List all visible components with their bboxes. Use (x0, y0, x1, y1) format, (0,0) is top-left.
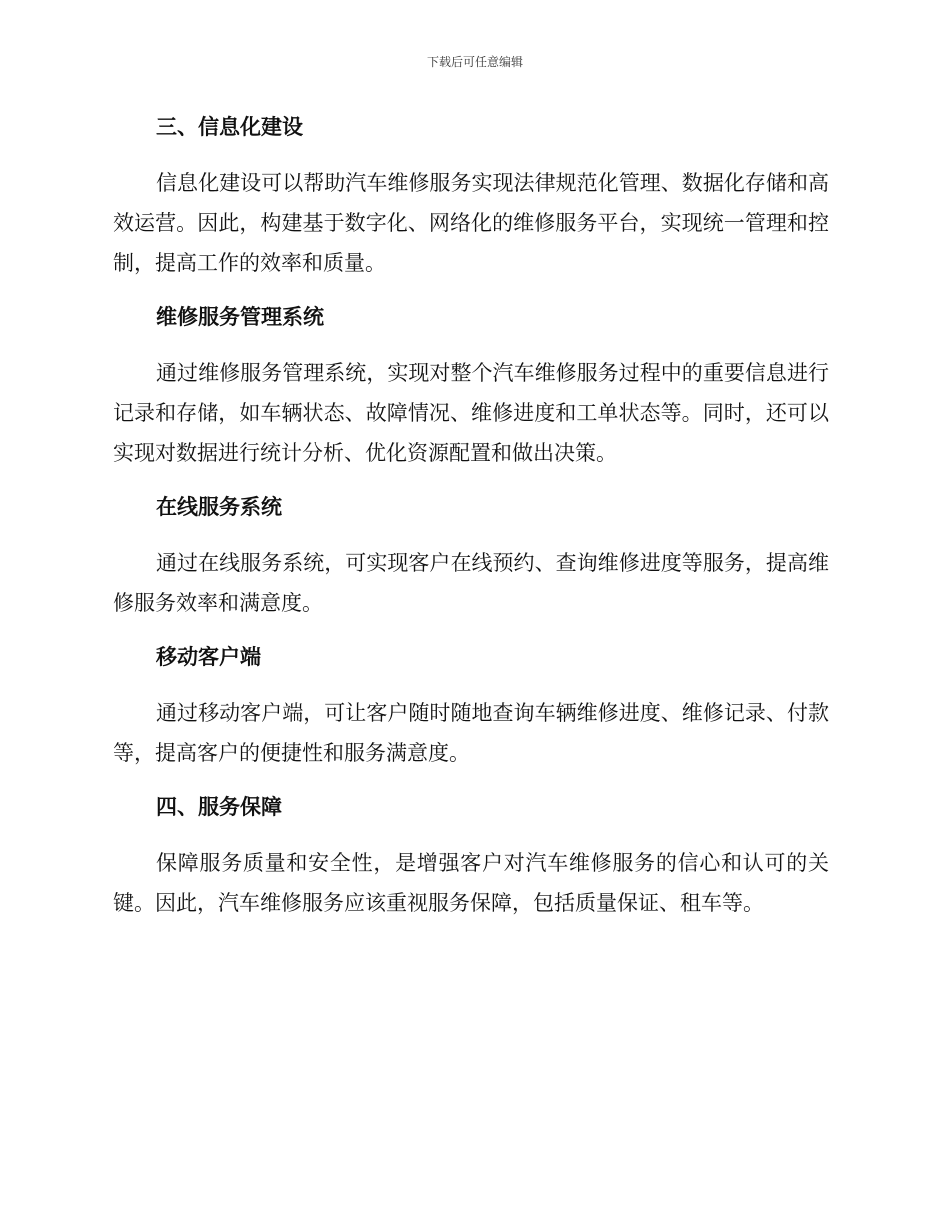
page-header: 下载后可任意编辑 (426, 55, 523, 69)
section-paragraph-management-system: 通过维修服务管理系统，实现对整个汽车维修服务过程中的重要信息进行记录和存储，如车辆状态、故障情况、维修进度和工单状态等。同时，还可以实现对数据进行统计分析、优化资源配置和做出决策。 (113, 361, 829, 465)
document-body (113, 108, 829, 923)
section-heading-mobile-client: 移动客户端 (156, 645, 261, 669)
section-heading-informatization: 三、信息化建设 (156, 115, 303, 139)
section-paragraph-informatization: 信息化建设可以帮助汽车维修服务实现法律规范化管理、数据化存储和高效运营。因此，构建基于数字化、网络化的维修服务平台，实现统一管理和控制，提高工作的效率和质量。 (113, 171, 829, 275)
section-heading-service-guarantee: 四、服务保障 (156, 795, 282, 819)
section-heading-online-service: 在线服务系统 (156, 495, 282, 519)
section-heading-management-system: 维修服务管理系统 (156, 305, 324, 329)
section-paragraph-mobile-client: 通过移动客户端，可让客户随时随地查询车辆维修进度、维修记录、付款等，提高客户的便捷性和服务满意度。 (113, 701, 829, 765)
section-paragraph-online-service: 通过在线服务系统，可实现客户在线预约、查询维修进度等服务，提高维修服务效率和满意度。 (113, 551, 829, 615)
section-paragraph-service-guarantee: 保障服务质量和安全性，是增强客户对汽车维修服务的信心和认可的关键。因此，汽车维修服务应该重视服务保障，包括质量保证、租车等。 (113, 851, 829, 915)
